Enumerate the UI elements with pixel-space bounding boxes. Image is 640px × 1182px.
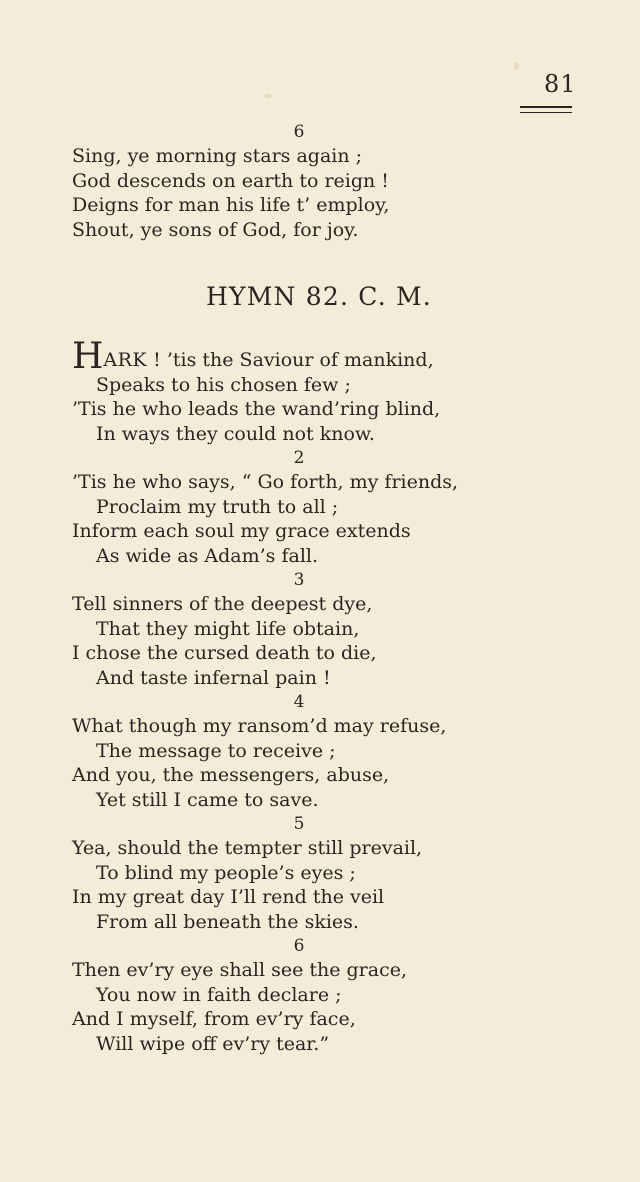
verse-line: I chose the cursed death to die, (72, 642, 377, 664)
paper-stain (514, 62, 519, 70)
first-line-rest: ! ’tis the Saviour of mankind, (147, 349, 434, 371)
verse-line: Proclaim my truth to all ; (96, 495, 339, 518)
verse-line-first (0, 336, 640, 377)
hymn-stanza-2 (0, 446, 640, 568)
stanza-number: 2 (293, 448, 305, 468)
drop-cap: H (72, 336, 104, 377)
verse-line: In ways they could not know. (96, 422, 375, 445)
verse-line: From all beneath the skies. (96, 910, 359, 933)
verse-line: And taste infernal pain ! (96, 666, 331, 689)
verse-line: Inform each soul my grace extends (72, 520, 411, 542)
verse-line: The message to receive ; (96, 739, 336, 762)
verse-line: Speaks to his chosen few ; (96, 373, 351, 396)
stanza-number: 4 (293, 692, 305, 712)
verse-line: In my great day I’ll rend the veil (72, 886, 385, 908)
stanza-number: 6 (293, 936, 305, 956)
verse-line: Yea, should the tempter still prevail, (72, 837, 423, 859)
verse-line: As wide as Adam’s fall. (96, 544, 319, 567)
stanza-number: 5 (293, 814, 305, 834)
paper-stain (264, 94, 272, 98)
page-content (0, 120, 640, 1056)
verse-line: ’Tis he who leads the wand’ring blind, (72, 398, 441, 420)
verse-line: Will wipe off ev’ry tear.” (96, 1032, 330, 1055)
hymn-title: HYMN 82. C. M. (206, 282, 432, 311)
verse-line: And I myself, from ev’ry face, (72, 1008, 356, 1030)
verse-line: Shout, ye sons of God, for joy. (72, 218, 359, 241)
hymn-stanza-6 (0, 934, 640, 1056)
verse-line: And you, the messengers, abuse, (72, 764, 390, 786)
verse-line: Deigns for man his life t’ employ, (72, 194, 390, 216)
verse-line: God descends on earth to reign ! (72, 169, 389, 192)
hymn-stanza-3 (0, 568, 640, 690)
page-number-rule (520, 106, 572, 113)
verse-line: Sing, ye morning stars again ; (72, 145, 363, 167)
verse-line: To blind my people’s eyes ; (96, 861, 356, 884)
verse-line: ’Tis he who says, “ Go forth, my friends, (72, 471, 459, 493)
hymn-stanza-4 (0, 690, 640, 812)
verse-line: That they might life obtain, (96, 617, 360, 640)
stanza-number: 3 (293, 570, 305, 590)
hymn-stanza-1 (0, 336, 640, 446)
verse-line: What though my ransom’d may refuse, (72, 715, 447, 737)
small-caps-word: ARK (103, 349, 148, 371)
stanza-number: 6 (293, 122, 305, 142)
verse-line: Then ev’ry eye shall see the grace, (72, 959, 408, 981)
page-number: 81 (544, 70, 577, 98)
hymn-stanza-5 (0, 812, 640, 934)
verse-line: You now in faith declare ; (96, 983, 342, 1006)
previous-hymn-stanza (0, 120, 640, 242)
verse-line: Tell sinners of the deepest dye, (72, 593, 373, 615)
verse-line: Yet still I came to save. (96, 788, 319, 811)
